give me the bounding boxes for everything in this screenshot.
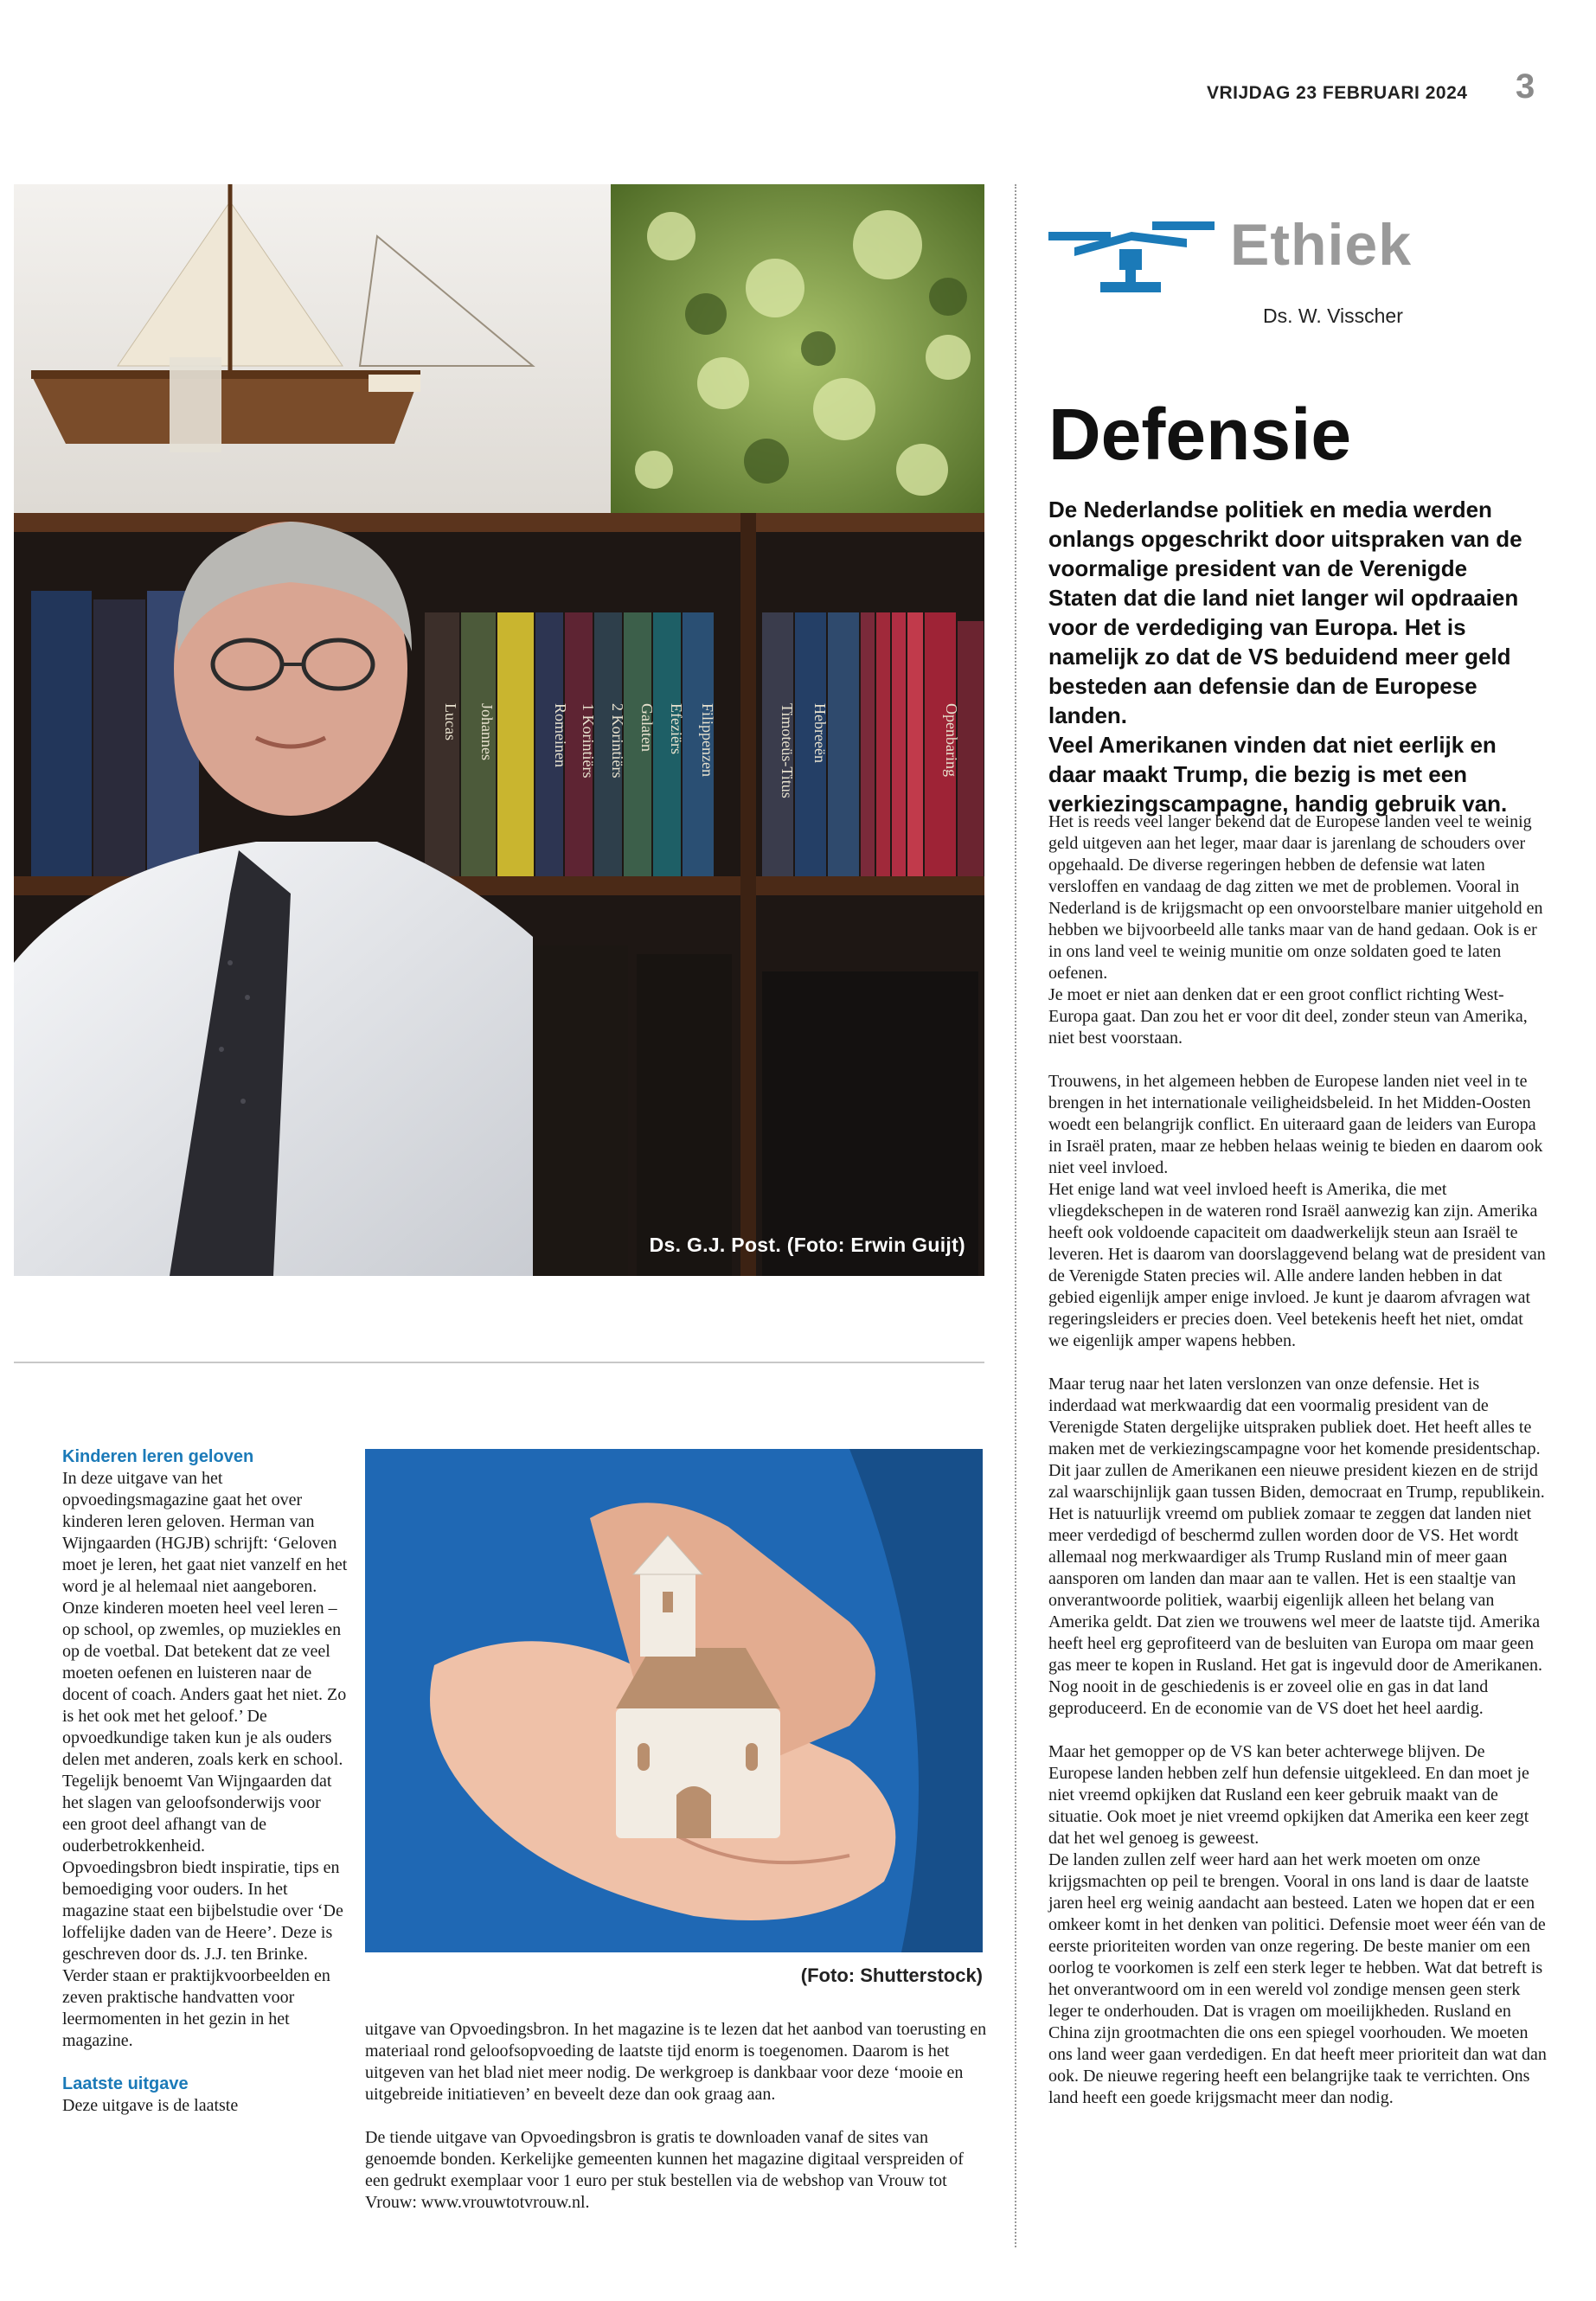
article-intro: De Nederlandse politiek en media werden onlangs opgeschrikt door uitspraken van de voormalige president van de Verenigde Staten dat die land niet langer wil opdraaien voor de verdediging van Europa. Het is namelijk zo dat de VS beduidend meer geld besteden aan defensie dan de Europese landen. Veel Amerikanen vinden dat niet eerlijk en daar maakt Trump, die bezig is met een verkiezingscampagne, handig gebruik van.	[1048, 497, 1522, 817]
sidebar-continuation	[365, 2019, 988, 2235]
article-headline: Defensie	[1048, 394, 1352, 475]
portrait-illustration	[14, 184, 984, 1276]
article-paragraph: Maar terug naar het laten verslonzen van onze defensie. Het is inderdaad wat merkwaardig dat een voormalig president van de Verenigde Staten dergelijke uitspraken publiek doet. Het heeft alles te maken met de verkiezingscampagne voor het komende presidentschap. Dit jaar zullen de Amerikanen een nieuwe president kiezen en de strijd zal waarschijnlijk gaan tussen Biden, democraat en Trump, republikein. Het is natuurlijk vreemd om publiek zomaar te zeggen dat landen niet meer verdedigd of beschermd zullen worden door de VS. Het wordt allemaal nog merkwaardiger als Trump Rusland min of meer gaan aansporen om landen dan maar aan te vallen. Het is een staaltje van onverantwoorde politiek, waarbij eigenlijk alleen het belang van Amerika geldt. Dat zien we trouwens wel meer de laatste tijd. Amerika heeft heel erg geprofiteerd van de besluiten van Europa om maar geen gas meer te kopen in Rusland. Het gat is ingevuld door de Amerikanen. Nog nooit in de geschiedenis is er zoveel olie en gas in dat land geproduceerd. En de economie van de VS doet het heel aardig.	[1048, 1375, 1545, 1718]
svg-text:Galaten: Galaten	[638, 703, 656, 752]
sidebar-subhead: Kinderen leren geloven	[62, 1447, 254, 1466]
svg-text:1 Korintiërs: 1 Korintiërs	[580, 703, 597, 779]
sidebar-article	[62, 1446, 348, 2138]
svg-text:Timoteüs-Titus: Timoteüs-Titus	[779, 703, 796, 798]
page-number: 3	[1516, 67, 1535, 106]
sidebar-text: In deze uitgave van het opvoedingsmagazine gaat het over kinderen leren geloven. Herman van Wijngaarden (HGJB) schrijft: ‘Geloven moet je leren, het gaat niet vanzelf en het word je al helemaal niet aangeboren. Onze kinderen moeten heel veel leren – op school, op zwemles, op muziekles en op de voetbal. Dat betekent dat ze veel moeten oefenen en luisteren naar de docent of coach. Anders gaat het niet. Zo is het ook met het geloof.’ De opvoedkundige taken kun je als ouders delen met anderen, zoals kerk en school. Tegelijk benoemt Van Wijngaarden dat het slagen van geloofsonderwijs voor een groot deel afhangt van de ouderbetrokkenheid. Opvoedingsbron biedt inspiratie, tips en bemoediging voor ouders. In het magazine staat een bijbelstudie over ‘De loffelijke daden van de Heere’. Deze is geschreven door ds. J.J. ten Brinke. Verder staan er praktijkvoorbeelden en zeven praktische handvatten voor leermomenten in het gezin in het magazine.	[62, 1469, 348, 2050]
article-paragraph: Maar het gemopper op de VS kan beter achterwege blijven. De Europese landen hebben zelf hun defensie uitgekleed. En dan moet je niet vreemd opkijken dat Rusland een keer gebruik maakt van de situatie. Ook moet je niet vreemd opkijken dat Amerika een keer zegt dat het wel genoeg is geweest. De landen zullen zelf weer hard aan het werk moeten om onze krijgsmachten op peil te brengen. Vooral in ons land is daar de laatste jaren heel erg weinig aandacht aan besteed. Laten we hopen dat er een omkeer komt in het denken van politici. Defensie moet weer één van de eerste prioriteiten worden van onze regering. De beste manier om een oorlog te voorkomen is zelf een sterk leger te hebben. Wat dat betreft is het onverantwoord om in een wereld vol zondige mensen geen sterk leger te onderhouden. Dat is vragen om moeilijkheden. Rusland en China zijn grootmachten die ons een spiegel voorhouden. We moeten ons land weer gaan verdedigen. En dat heeft meer prioriteit dan wat dan ook. De nieuwe regering heeft een belangrijke taak te verrichten. Ons land heeft een goede krijgsmacht meer dan nodig.	[1048, 1742, 1547, 2107]
svg-text:Filippenzen: Filippenzen	[699, 703, 716, 777]
sidebar-text: De tiende uitgave van Opvoedingsbron is gratis te downloaden vanaf de sites van genoemde bonden. Kerkelijke gemeenten kunnen het magazine digitaal verspreiden of een gedrukt exemplaar voor 1 euro per stuk bestellen via de webshop van Vrouw tot Vrouw: www.vrouwtotvrouw.nl.	[365, 2128, 964, 2212]
svg-text:Lucas: Lucas	[442, 703, 459, 740]
svg-text:2 Korintiërs: 2 Korintiërs	[609, 703, 626, 779]
column-divider	[1015, 184, 1016, 2247]
hands-church-photo	[365, 1449, 983, 1952]
article-paragraph: Trouwens, in het algemeen hebben de Europese landen niet veel in te brengen in het internationale veiligheidsbeleid. In het Midden-Oosten woedt een belangrijk conflict. En uiteraard gaan de leiders van Europa in Israël praten, maar ze hebben helaas weinig te bieden en daarom ook niet veel invloed. Het enige land wat veel invloed heeft is Amerika, die met vliegdekschepen in de wateren rond Israël aanwezig kan zijn. Amerika heeft ook voldoende capaciteit om daadwerkelijk steun aan Israël te leveren. Het is daarom van doorslaggevend belang wat de president van de Verenigde Staten precies wil. Alle andere landen hebben in dat gebied eigenlijk amper enige invloed. Je kunt je daarom afvragen wat regeringsleiders er precies doen. Veel betekenis heeft het niet, omdat we eigenlijk amper wapens hebben.	[1048, 1072, 1546, 1350]
photo-caption: Ds. G.J. Post. (Foto: Erwin Guijt)	[649, 1234, 965, 1256]
svg-text:Hebreeën: Hebreeën	[811, 703, 829, 763]
svg-text:Johannes: Johannes	[478, 703, 496, 760]
article-paragraph: Het is reeds veel langer bekend dat de Europese landen veel te weinig geld uitgeven aan het leger, maar daar is jarenlang de schouders over opgehaald. De diverse regeringen hebben de defensie wat laten versloffen en vandaag de dag zitten we met de problemen. Vooral in Nederland is de krijgsmacht op een onvoorstelbare manier uitgehold en hebben we bijvoorbeeld alle tanks maar van de hand gedaan. Ook is er in ons land veel te weinig munitie om onze soldaten goed te laten oefenen. Je moet er niet aan denken dat er een groot conflict richting West-Europa gaat. Dan zou het er voor dit deel, zonder steun van Amerika, niet best voorstaan.	[1048, 812, 1543, 1048]
sidebar-subhead: Laatste uitgave	[62, 2074, 189, 2093]
hands-illustration	[365, 1449, 983, 1952]
svg-text:Efeziërs: Efeziërs	[668, 703, 685, 754]
sidebar-text: uitgave van Opvoedingsbron. In het magazine is te lezen dat het aanbod van toerusting en materiaal rond geloofsopvoeding de laatste tijd enorm is toegenomen. Daarom is het uitgeven van het blad niet meer nodig. De werkgroep is dankbaar voor deze ‘mooie en uitgebreide initiatieven’ en beveelt deze dan ook graag aan.	[365, 2020, 987, 2104]
sidebar-text: Deze uitgave is de laatste	[62, 2096, 239, 2115]
author-byline: Ds. W. Visscher	[1263, 304, 1403, 327]
photo-caption: (Foto: Shutterstock)	[800, 1965, 983, 1986]
svg-text:Romeinen: Romeinen	[552, 703, 569, 767]
issue-date: VRIJDAG 23 FEBRUARI 2024	[1207, 83, 1468, 103]
section-title: Ethiek	[1230, 212, 1413, 278]
scales-icon	[1048, 215, 1215, 301]
section-divider	[14, 1362, 984, 1363]
portrait-photo	[14, 184, 984, 1276]
svg-text:Openbaring: Openbaring	[943, 703, 960, 777]
article-body	[1048, 811, 1547, 2131]
